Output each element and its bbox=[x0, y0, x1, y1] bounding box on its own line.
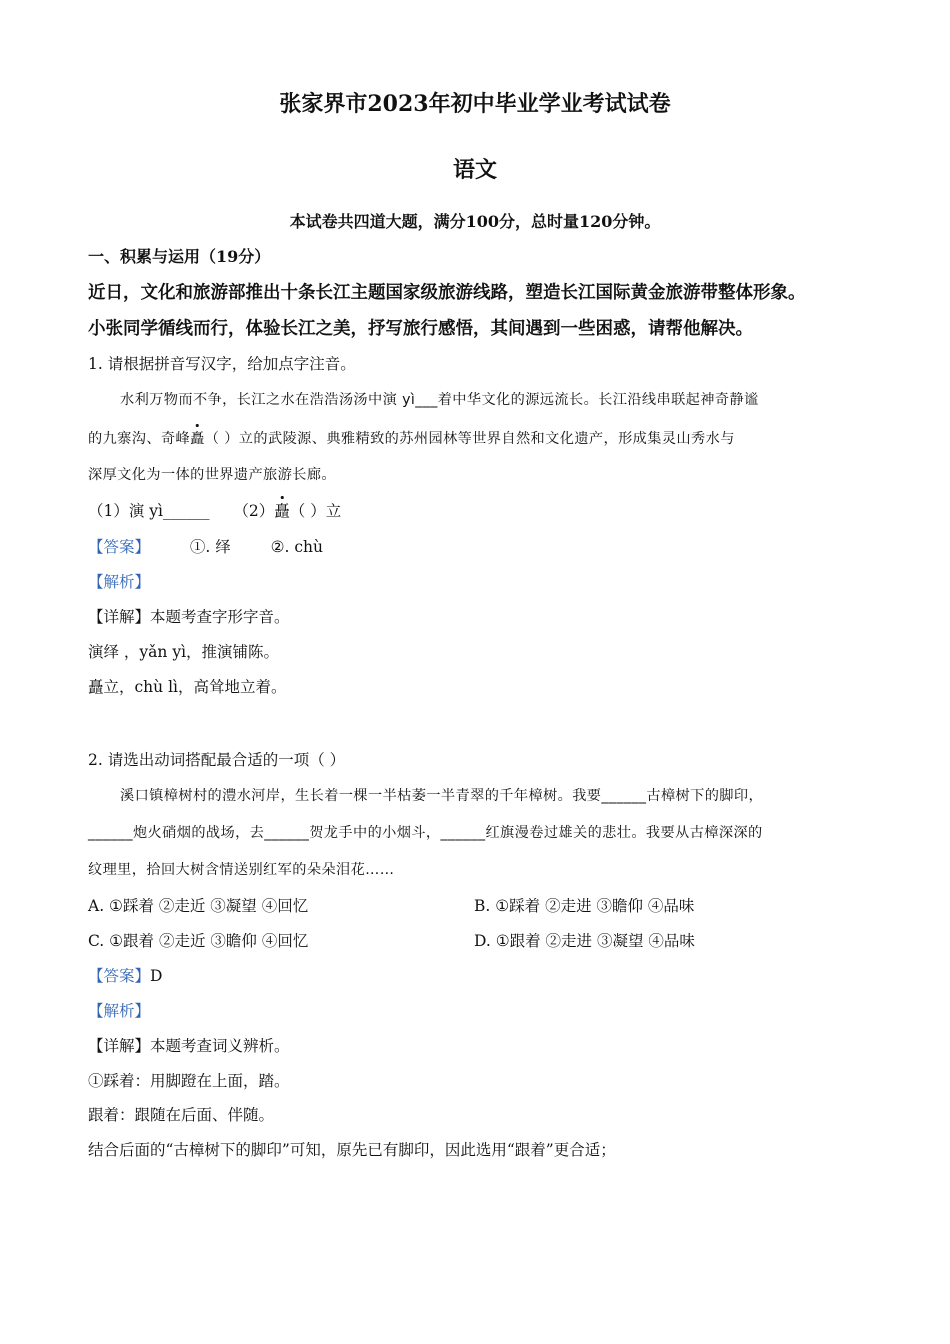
q2-answer-label: 【答案】 bbox=[88, 967, 151, 985]
q1-passage-text-a: 的九寨沟、奇峰 bbox=[88, 431, 191, 447]
q1-analysis-label: 【解析】 bbox=[88, 573, 151, 591]
q2-passage-line-3: 纹理里，拾回大树含情送别红军的朵朵泪花…… bbox=[88, 862, 395, 878]
q2-answer-row bbox=[88, 966, 162, 986]
q1-sub-2-prefix: （2） bbox=[233, 502, 275, 520]
q2-option-a: A. ①踩着 ②走近 ③凝望 ④回忆 bbox=[88, 897, 309, 915]
exam-info: 本试卷共四道大题，满分100分，总时量120分钟。 bbox=[289, 212, 661, 231]
q2-explain-2: 跟着：跟随在后面、伴随。 bbox=[88, 1106, 275, 1124]
q1-passage-line-2 bbox=[88, 429, 735, 449]
section-heading: 一、积累与运用（19分） bbox=[88, 247, 271, 266]
q2-prompt: 2. 请选出动词搭配最合适的一项（ ） bbox=[88, 751, 346, 769]
q1-dotted-char: 矗 bbox=[190, 431, 205, 447]
q1-subquestions bbox=[88, 501, 341, 521]
q2-passage-line-2: ______炮火硝烟的战场，去______贺龙手中的小烟斗，______红旗漫卷过雄关的悲壮。我要从古樟深深的 bbox=[88, 825, 763, 841]
q2-detail-text: 本题考查词义辨析。 bbox=[150, 1037, 290, 1055]
q1-detail-text: 本题考查字形字音。 bbox=[150, 608, 290, 626]
q2-passage-line-1: 溪口镇樟树村的澧水河岸，生长着一棵一半枯萎一半青翠的千年樟树。我要______古樟树下的脚印， bbox=[120, 788, 764, 804]
q2-option-b: B. ①踩着 ②走进 ③瞻仰 ④品味 bbox=[474, 897, 695, 915]
q1-answer-2: ②. chù bbox=[270, 538, 324, 556]
q2-detail-label: 【详解】 bbox=[88, 1037, 151, 1055]
q1-answer-row bbox=[88, 537, 323, 557]
q1-passage-text-b: （ ）立的武陵源、典雅精致的苏州园林等世界自然和文化遗产，形成集灵山秀水与 bbox=[204, 431, 735, 447]
q2-explain-1: ①踩着：用脚蹬在上面，踏。 bbox=[88, 1072, 290, 1090]
q1-answer-1: ①. 绎 bbox=[189, 538, 231, 556]
q1-passage-line-1: 水利万物而不争，长江之水在浩浩汤汤中演 yì___着中华文化的源远流长。长江沿线串联起神奇静谧 bbox=[120, 392, 759, 408]
subject-title: 语文 bbox=[452, 157, 497, 183]
q1-answer-label: 【答案】 bbox=[88, 538, 151, 556]
q2-options-row-1 bbox=[88, 896, 868, 916]
q1-prompt: 1. 请根据拼音写汉字，给加点字注音。 bbox=[88, 355, 356, 373]
q1-explain-1: 演绎 ，yǎn yì，推演铺陈。 bbox=[88, 643, 280, 661]
q1-passage-line-3: 深厚文化为一体的世界遗产旅游长廊。 bbox=[88, 467, 336, 483]
q2-option-d: D. ①跟着 ②走进 ③凝望 ④品味 bbox=[474, 932, 695, 950]
q1-sub-1: （1）演 yì______ bbox=[88, 502, 210, 520]
q1-sub-2-dotted-char: 矗 bbox=[274, 502, 290, 520]
section-intro-line-2: 小张同学循线而行，体验长江之美，抒写旅行感悟，其间遇到一些困惑，请帮他解决。 bbox=[88, 319, 753, 339]
q1-detail-label: 【详解】 bbox=[88, 608, 151, 626]
q1-explain-2: 矗立，chù lì，高耸地立着。 bbox=[88, 678, 287, 696]
q2-answer: D bbox=[150, 967, 163, 985]
q1-sub-2-suffix: （ ）立 bbox=[289, 502, 342, 520]
q2-options-row-2 bbox=[88, 931, 868, 951]
q1-detail bbox=[88, 607, 290, 627]
q2-analysis-label: 【解析】 bbox=[88, 1002, 151, 1020]
q2-option-c: C. ①跟着 ②走近 ③瞻仰 ④回忆 bbox=[88, 932, 309, 950]
section-intro-line-1: 近日，文化和旅游部推出十条长江主题国家级旅游线路，塑造长江国际黄金旅游带整体形象。 bbox=[88, 283, 806, 303]
q2-detail bbox=[88, 1036, 290, 1056]
q2-explain-3: 结合后面的“古樟树下的脚印”可知，原先已有脚印，因此选用“跟着”更合适； bbox=[88, 1141, 616, 1159]
exam-title: 张家界市2023年初中毕业学业考试试卷 bbox=[279, 91, 671, 117]
